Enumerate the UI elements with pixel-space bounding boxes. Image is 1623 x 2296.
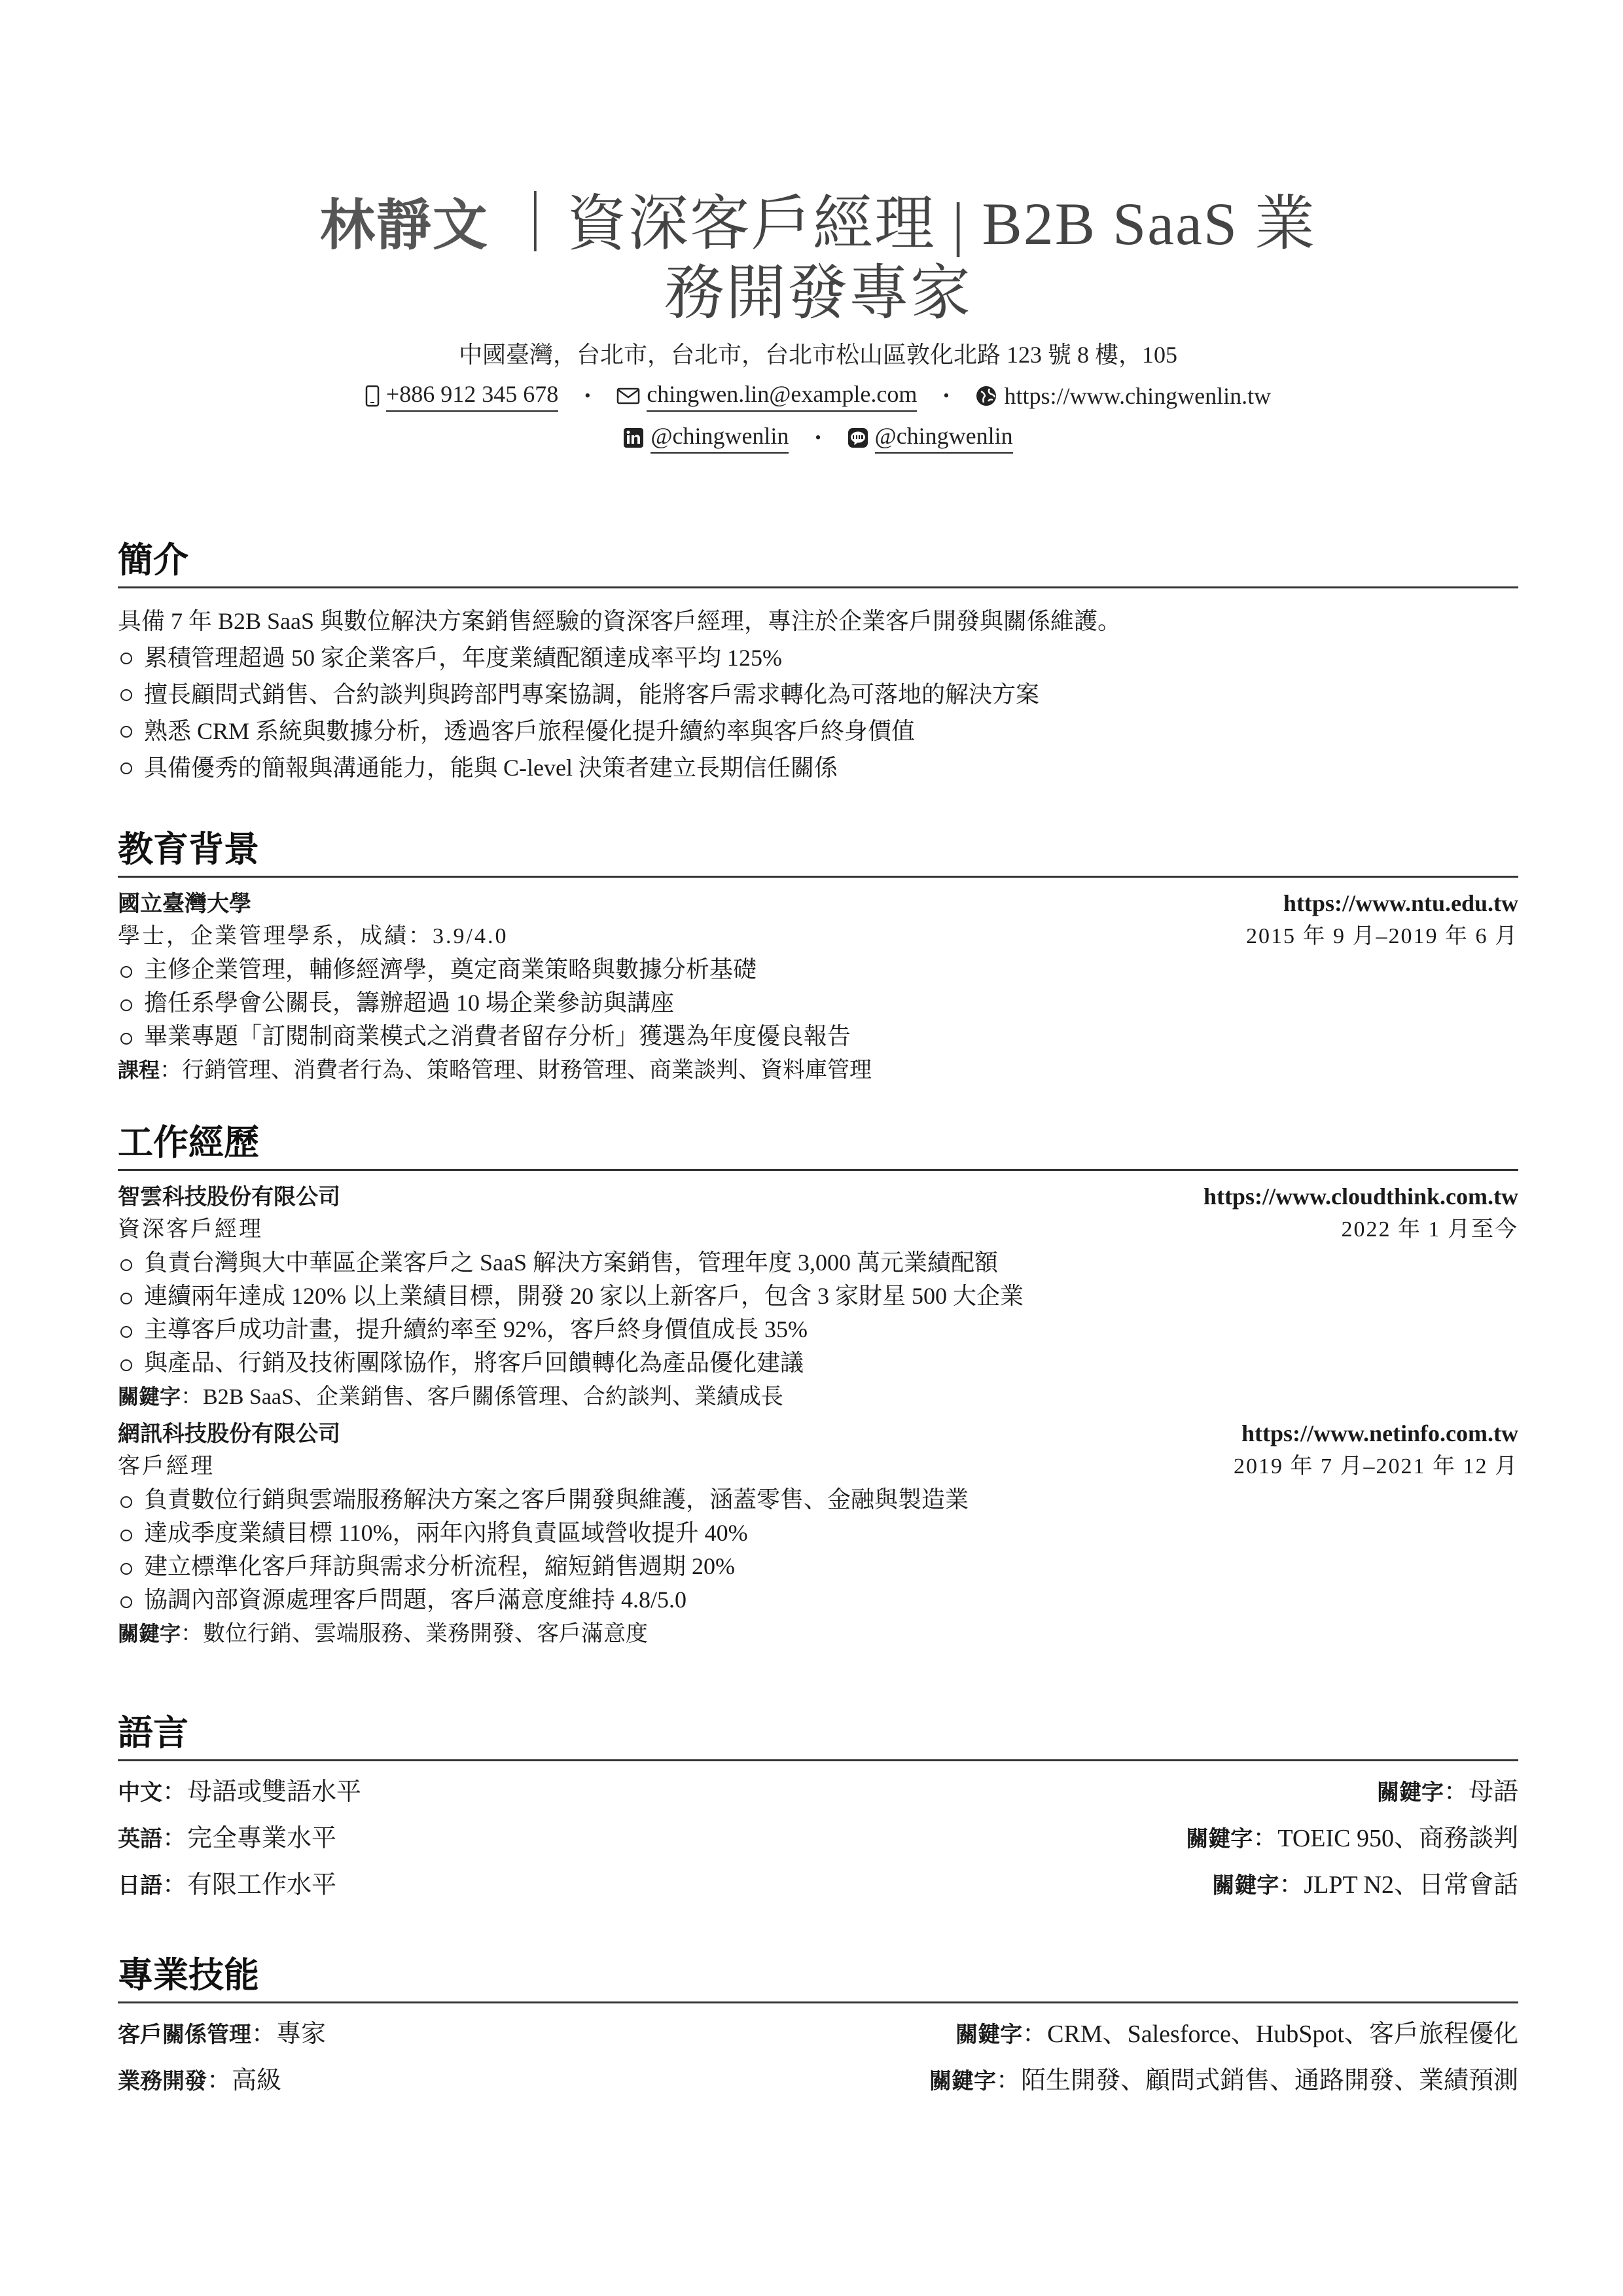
languages-section (118, 1710, 1518, 1909)
email-contact[interactable] (616, 380, 917, 412)
summary-section (118, 537, 1518, 786)
contact-row-2 (118, 422, 1518, 454)
section-title: 簡介 (118, 537, 1518, 588)
linkedin-contact[interactable] (623, 422, 789, 454)
job-title-part-2: 務開發專家 (664, 260, 972, 327)
section-title: 工作經歷 (118, 1119, 1518, 1171)
keywords-line (118, 1380, 1518, 1414)
summary-intro: 具備 7 年 B2B SaaS 與數位解決方案銷售經驗的資深客戶經理，專注於企業客戶開發與關係維護。 (118, 608, 1122, 634)
keywords-list: ：母語 (1443, 1778, 1518, 1806)
job-entry (118, 1180, 1518, 1414)
section-title: 教育背景 (118, 826, 1518, 878)
skill-row (118, 2011, 1518, 2058)
school-url[interactable]: https://www.ntu.edu.tw (1283, 890, 1518, 916)
person-name: 林靜文 (319, 193, 489, 257)
company-name: 網訊科技股份有限公司 (118, 1421, 340, 1447)
list-item: 建立標準化客戶拜訪與需求分析流程，縮短銷售週期 20% (118, 1550, 1518, 1583)
list-item: 與產品、行銷及技術團隊協作，將客戶回饋轉化為產品優化建議 (118, 1346, 1518, 1380)
contact-row-1 (118, 380, 1518, 412)
website-url[interactable]: https://www.chingwenlin.tw (1004, 383, 1272, 409)
school-name: 國立臺灣大學 (118, 891, 251, 917)
language-name: 日語 (118, 1873, 162, 1899)
section-title: 專業技能 (118, 1952, 1518, 2003)
line-app-icon (847, 427, 868, 448)
website-contact[interactable] (975, 382, 1271, 410)
list-item: 擔任系學會公關長，籌辦超過 10 場企業參訪與講座 (118, 986, 1518, 1020)
language-name: 中文 (118, 1780, 162, 1806)
keywords-list: ：CRM、Salesforce、HubSpot、客戶旅程優化 (1022, 2020, 1518, 2048)
list-item: 負責台灣與大中華區企業客戶之 SaaS 解決方案銷售，管理年度 3,000 萬元業績配額 (118, 1246, 1518, 1280)
work-section (118, 1119, 1518, 1651)
job-entry (118, 1417, 1518, 1651)
language-row (118, 1862, 1518, 1909)
job-role: 客戶經理 (118, 1454, 215, 1479)
skill-name: 業務開發 (118, 2068, 207, 2094)
section-title: 語言 (118, 1710, 1518, 1761)
name-title-line-1 (118, 190, 1518, 259)
phone-number[interactable]: +886 912 345 678 (386, 380, 558, 412)
courses-label: 課程 (118, 1058, 160, 1083)
globe-icon (975, 385, 997, 407)
separator-dot: • (815, 428, 821, 447)
language-level: ：母語或雙語水平 (162, 1778, 362, 1806)
skills-section (118, 1952, 1518, 2104)
education-section (118, 826, 1518, 1088)
line-handle[interactable]: @chingwenlin (875, 422, 1013, 454)
education-header-row (118, 887, 1518, 920)
job-bullets (118, 1246, 1518, 1380)
list-item: 擅長顧問式銷售、合約談判與跨部門專案協調，能將客戶需求轉化為可落地的解決方案 (118, 676, 1518, 713)
keywords-list: ：TOEIC 950、商務談判 (1253, 1825, 1518, 1852)
list-item: 畢業專題「訂閱制商業模式之消費者留存分析」獲選為年度優良報告 (118, 1020, 1518, 1053)
skill-name: 客戶關係管理 (118, 2022, 251, 2048)
company-url[interactable]: https://www.netinfo.com.tw (1241, 1420, 1518, 1446)
keywords-label: 關鍵字 (1186, 1826, 1253, 1852)
language-name: 英語 (118, 1826, 162, 1852)
language-level: ：有限工作水平 (162, 1871, 337, 1899)
separator-dot: • (943, 386, 950, 405)
courses-list: ：行銷管理、消費者行為、策略管理、財務管理、商業談判、資料庫管理 (160, 1058, 872, 1083)
keywords-label: 關鍵字 (118, 1621, 181, 1646)
list-item: 負責數位行銷與雲端服務解決方案之客戶開發與維護，涵蓋零售、金融與製造業 (118, 1483, 1518, 1516)
company-name: 智雲科技股份有限公司 (118, 1184, 340, 1210)
separator-dot: • (584, 386, 591, 405)
keywords-label: 關鍵字 (1376, 1780, 1444, 1806)
keywords-list: ：陌生開發、顧問式銷售、通路開發、業績預測 (995, 2067, 1518, 2094)
phone-icon (365, 385, 380, 407)
courses-line (118, 1053, 1518, 1088)
education-sub-row (118, 920, 1518, 953)
education-bullets (118, 953, 1518, 1053)
skill-level: ：高級 (207, 2067, 282, 2094)
job-header-row (118, 1180, 1518, 1213)
language-level: ：完全專業水平 (162, 1825, 337, 1852)
list-item: 連續兩年達成 120% 以上業績目標，開發 20 家以上新客戶，包含 3 家財星 500 大企業 (118, 1280, 1518, 1313)
email-icon (616, 387, 640, 405)
skill-row (118, 2058, 1518, 2104)
email-address[interactable]: chingwen.lin@example.com (647, 380, 917, 412)
keywords-list: ：JLPT N2、日常會話 (1279, 1871, 1518, 1899)
linkedin-handle[interactable]: @chingwenlin (651, 422, 789, 454)
job-sub-row (118, 1450, 1518, 1483)
phone-contact[interactable] (365, 380, 558, 412)
keywords-list: ：B2B SaaS、企業銷售、客戶關係管理、合約談判、業績成長 (181, 1385, 783, 1409)
job-role: 資深客戶經理 (118, 1217, 263, 1242)
job-header-row (118, 1417, 1518, 1450)
resume-page (118, 0, 1518, 2094)
line-contact[interactable] (847, 422, 1013, 454)
keywords-label: 關鍵字 (929, 2068, 996, 2094)
job-title-part-1: ｜資深客戶經理 | B2B SaaS 業 (505, 190, 1317, 257)
list-item: 主導客戶成功計畫，提升續約率至 92%，客戶終身價值成長 35% (118, 1313, 1518, 1346)
company-url[interactable]: https://www.cloudthink.com.tw (1203, 1183, 1518, 1210)
resume-header (118, 190, 1518, 454)
education-dates: 2015 年 9 月–2019 年 6 月 (1246, 924, 1518, 948)
linkedin-icon (623, 427, 644, 448)
list-item: 累積管理超過 50 家企業客戶，年度業績配額達成率平均 125% (118, 639, 1518, 676)
list-item: 達成季度業績目標 110%，兩年內將負責區域營收提升 40% (118, 1516, 1518, 1550)
degree: 學士，企業管理學系，成績：3.9/4.0 (118, 924, 508, 948)
job-dates: 2022 年 1 月至今 (1341, 1217, 1518, 1242)
job-sub-row (118, 1213, 1518, 1246)
summary-bullets (118, 639, 1518, 786)
list-item: 具備優秀的簡報與溝通能力，能與 C-level 決策者建立長期信任關係 (118, 749, 1518, 786)
address: 中國臺灣，台北市，台北市，台北市松山區敦化北路 123 號 8 樓，105 (458, 342, 1177, 368)
language-row (118, 1816, 1518, 1862)
keywords-label: 關鍵字 (1212, 1873, 1279, 1899)
keywords-list: ：數位行銷、雲端服務、業務開發、客戶滿意度 (181, 1622, 649, 1646)
job-dates: 2019 年 7 月–2021 年 12 月 (1234, 1454, 1518, 1479)
keywords-label: 關鍵字 (118, 1384, 181, 1409)
list-item: 協調內部資源處理客戶問題，客戶滿意度維持 4.8/5.0 (118, 1583, 1518, 1617)
job-bullets (118, 1483, 1518, 1617)
list-item: 熟悉 CRM 系統與數據分析，透過客戶旅程優化提升續約率與客戶終身價值 (118, 713, 1518, 749)
language-row (118, 1769, 1518, 1816)
language-list (118, 1769, 1518, 1909)
keywords-label: 關鍵字 (955, 2022, 1023, 2048)
skill-list (118, 2011, 1518, 2104)
keywords-line (118, 1617, 1518, 1651)
list-item: 主修企業管理，輔修經濟學，奠定商業策略與數據分析基礎 (118, 953, 1518, 986)
skill-level: ：專家 (251, 2020, 327, 2048)
